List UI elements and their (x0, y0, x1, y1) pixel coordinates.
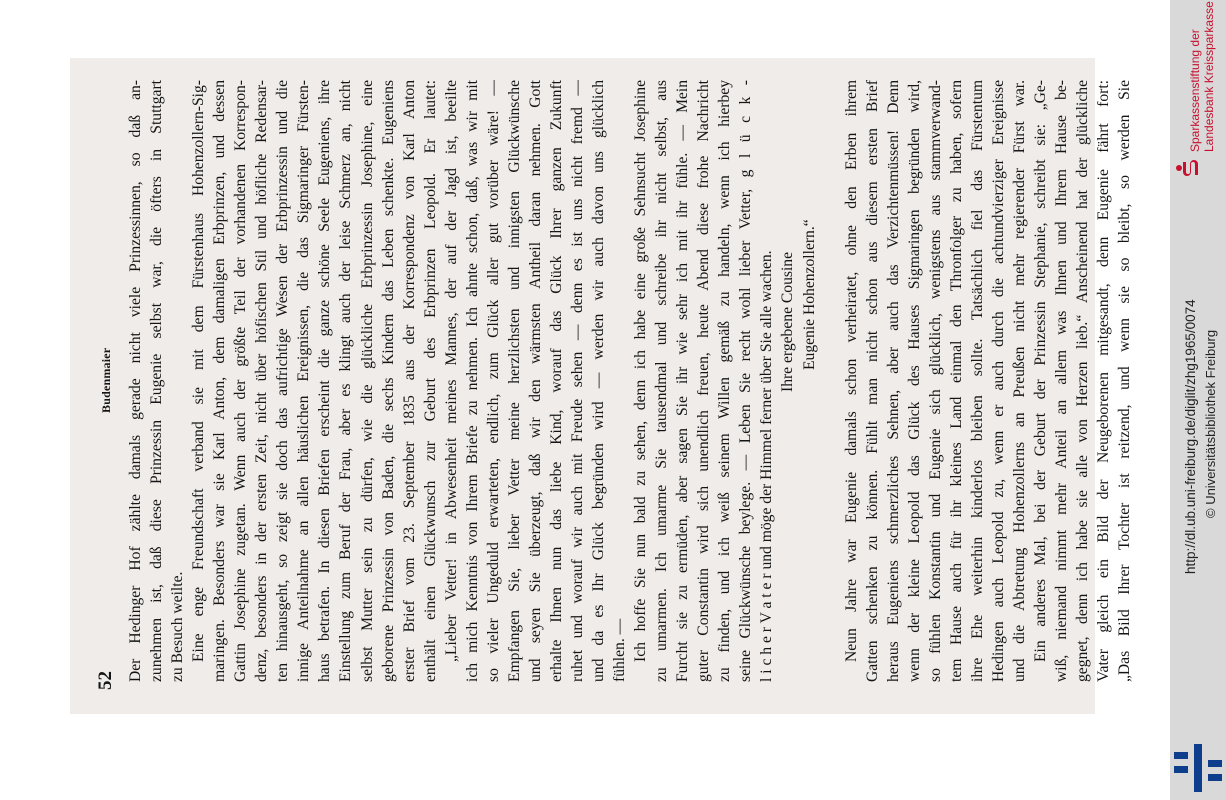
text-line: „Lieber Vetter! in Abwesenheit meines Mannes, der auf der Jagd ist, beeilte (442, 80, 460, 662)
text-line: erhalte Ihnen nun das liebe Kind, worauf das Glück Ihrer ganzen Zukunft (547, 80, 565, 682)
text-line: ruhet und worauf wir auch mit Freude sehen — denn es ist uns nicht fremd — (568, 80, 586, 682)
text-line: Neun Jahre war Eugenie damals schon verheiratet, ohne den Erben ihrem (842, 80, 860, 662)
text-line: Einstellung zum Beruf der Frau, aber es klingt auch der leise Schmerz an, nicht (337, 80, 355, 682)
scanned-page (70, 58, 1134, 714)
text-line: Empfangen Sie, lieber Vetter meine herzlichsten und innigsten Glückwünsche (505, 80, 523, 682)
text-line: Vater gleich ein Bild der Neugeborenen mitgesandt, denn Eugenie fährt fort: (1095, 80, 1113, 682)
sponsor-line-1: Sparkassenstiftung der (1188, 29, 1202, 152)
text-line: so vieler Ungeduld erwarteten, endlich, zum Glück aller gut vorüber wäre! — (484, 80, 502, 682)
text-line: enthält einen Glückwunsch zur Geburt des Erbprinzen Leopold. Er lautet: (421, 80, 439, 682)
text-line: erster Brief vom 23. September 1835 aus der Korrespondenz von Karl Anton (400, 80, 418, 682)
text-line: wenn der kleine Leopold das Glück des Hauses Sigmaringen begründen wird, (905, 80, 923, 682)
text-line: gegnet, denn ich habe sie alle von Herzen lieb.“ Anscheinend hat der glückliche (1074, 80, 1092, 682)
page-header (92, 90, 120, 690)
text-line: innige Anteilnahme an allen häuslichen Ereignissen, die das Sigmaringer Fürsten- (295, 80, 313, 682)
text-line: Gattin Josephine zugetan. Wenn auch der größte Teil der vorhandenen Korrespon- (232, 80, 250, 682)
text-line: wiß, niemand nimmt mehr Anteil an allem was Ihnen und Ihrem Hause be- (1053, 80, 1071, 682)
text-line: Furcht sie zu ermüden, aber sagen Sie ihr wie sehr ich mit ihr fühle. — Mein (674, 80, 692, 682)
text-line: so fühlen Konstantin und Eugenie sich glücklich, wenigstens aus stammverwand- (926, 80, 944, 682)
page-text-block (125, 80, 1135, 682)
text-line: Gatten schenken zu können. Fühlt man nicht schon aus diesem ersten Brief (863, 80, 881, 682)
text-line: zu umarmen. Ich umarme Sie tausendmal und schreibe ihr nicht selbst, aus (653, 80, 671, 682)
text-line: denz, besonders in der ersten Zeit, nicht über höfischen Stil und höfliche Redensar- (253, 80, 271, 682)
text-line: Hedingen auch Leopold zu, wenn er auch durch die achtundvierziger Ereignisse (989, 80, 1007, 682)
text-line: zu Besuch weilte. (169, 571, 187, 682)
text-line: guter Constantin wird sich unendlich freuen, heute Abend diese frohe Nachricht (695, 80, 713, 682)
text-line: tem Hause auch für ihr kleines Land einmal den Thronfolger zu haben, sofern (947, 80, 965, 682)
text-line: und die Abtretung Hohenzollerns an Preußen nicht mehr regierender Fürst war. (1010, 80, 1028, 682)
text-line: Ein anderes Mal, bei der Geburt der Prinzessin Stephanie, schreibt sie: „Ge- (1032, 80, 1050, 662)
text-line: ten hinausgeht, so zeigt sie doch das aufrichtige Wesen der Erbprinzessin und die (274, 80, 292, 682)
paragraph-gap (820, 80, 841, 682)
text-line: heraus Eugeniens schmerzliches Sehnen, aber auch das Verzichtenmüssen! Denn (884, 80, 902, 682)
page-number: 52 (95, 671, 116, 690)
text-line: und seyen Sie überzeugt, daß wir den wärmsten Antheil daran nehmen. Gott (526, 80, 544, 682)
copyright-notice: © Universitätsbibliothek Freiburg (1203, 329, 1218, 518)
text-line: und da es Ihr Glück begründen wird — werden wir auch davon uns glücklich (590, 80, 608, 682)
text-line: ich mich Kenntnis von Ihrem Briefe zu nehmen. Ich ahnte schon, daß, was wir mit (463, 80, 481, 682)
sparkasse-s-icon (1176, 156, 1198, 180)
text-line: Der Hedinger Hof zählte damals gerade nicht viele Prinzessinnen, so daß an- (127, 80, 144, 682)
text-line: Eine enge Freundschaft verband sie mit dem Fürstenhaus Hohenzollern-Sig- (190, 80, 208, 662)
text-line: selbst Mutter sein zu dürfen, wie die glückliche Erbprinzessin Josephine, eine (358, 80, 376, 682)
text-line: Ihre ergebene Cousine (779, 251, 797, 392)
text-line: l i c h e r V a t e r und möge der Himmel ferner über Sie alle wachen. (758, 250, 776, 682)
text-line: fühlen. — (611, 618, 629, 682)
text-line: geborene Prinzessin von Baden, die sechs Kindern das Leben schenkte. Eugeniens (379, 80, 397, 682)
source-url[interactable]: http://dl.ub.uni-freiburg.de/diglit/zhg1965/0074 (1183, 299, 1198, 574)
text-line: maringen. Besonders war sie Karl Anton, dem damaligen Erbprinzen, und dessen (211, 80, 229, 682)
text-line: Ich hoffe Sie nun bald zu sehen, denn ich habe eine große Sehnsucht Josephine (632, 80, 650, 662)
text-line: zunehmen ist, daß diese Prinzessin Eugenie selbst war, die öfters in Stuttgart (148, 80, 166, 682)
sponsor-line-2: Landesbank Kreissparkasse (1202, 1, 1216, 152)
running-head: Budenmaier (99, 347, 113, 413)
text-line: ihre Ehe weiterhin kinderlos bleiben sollte. Tatsächlich fiel das Fürstentum (968, 80, 986, 682)
text-line: Eugenie Hohenzollern.“ (800, 219, 818, 370)
text-line: seine Glückwünsche beylege. — Leben Sie recht wohl lieber Vetter, g l ü c k - (737, 80, 755, 682)
text-line: „Das Bild Ihrer Tochter ist reitzend, und wenn sie so bleibt, so werden Sie (1116, 80, 1134, 682)
text-line: haus betrafen. In diesen Briefen erscheint die ganze schöne Seele Eugeniens, ihre (316, 80, 334, 682)
text-line: zu finden, und ich weiß seinem Willen gemäß zu handeln, wenn ich hierbey (716, 80, 734, 682)
ub-freiburg-logo-icon (1172, 742, 1224, 794)
